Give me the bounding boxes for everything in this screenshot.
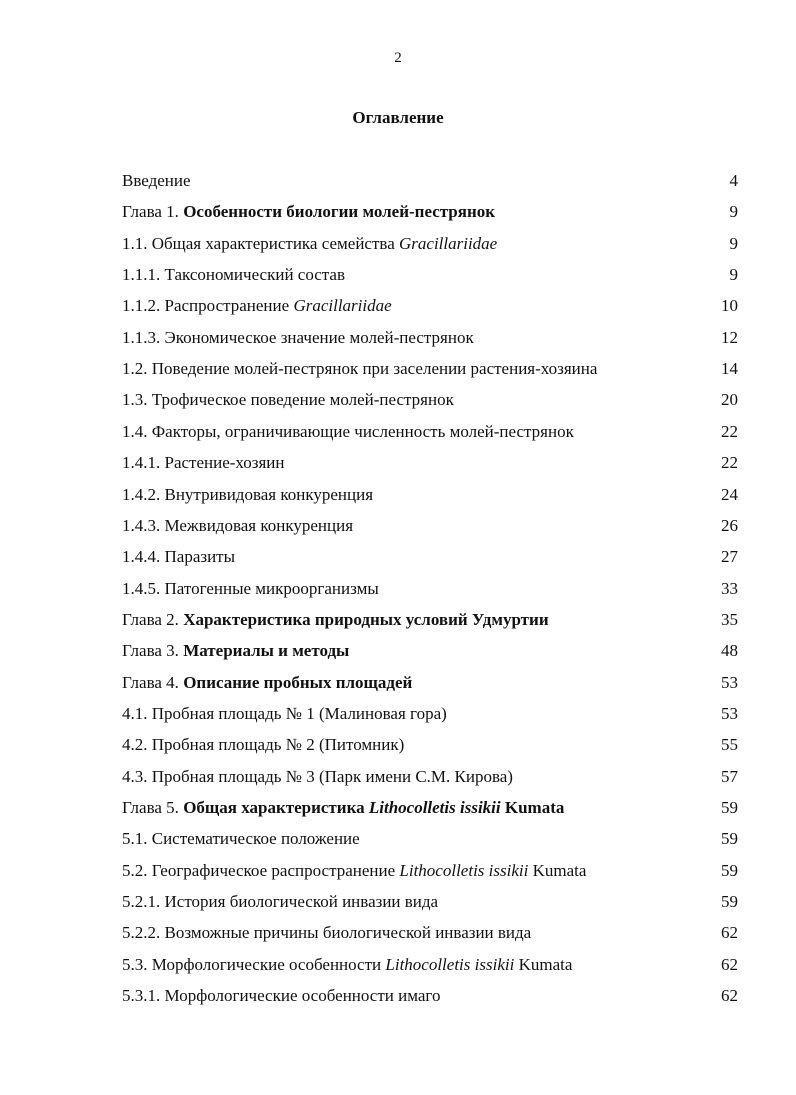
toc-entry <box>0 262 796 288</box>
toc-entry-page: 4 <box>729 171 738 190</box>
toc-entry-page: 62 <box>721 954 738 974</box>
toc-entry-page: 59 <box>721 860 738 880</box>
toc-entry-title <box>122 387 454 413</box>
toc-entry-title <box>122 199 495 225</box>
toc-entry-title-part: 4.1. Пробная площадь № 1 (Малиновая гора) <box>122 703 447 723</box>
toc-entry-title-part: 1.1.2. Распространение <box>122 296 294 316</box>
toc-entry <box>0 513 796 539</box>
toc-entry <box>0 419 796 445</box>
toc-entry <box>0 701 796 727</box>
toc-entry-title-part: Общая характеристика <box>183 798 369 817</box>
toc-entry-page: 53 <box>721 672 738 692</box>
toc-entry-title <box>122 168 191 194</box>
toc-entry <box>0 920 796 946</box>
toc-entry <box>0 638 796 664</box>
toc-entry-title-part: 1.3. Трофическое поведение молей-пестрянок <box>122 390 454 410</box>
toc-entry-title <box>122 450 285 476</box>
toc-entry-title-part: Особенности биологии молей-пестрянок <box>183 202 496 222</box>
toc-entry-page: 33 <box>721 578 738 598</box>
toc-entry-page: 27 <box>721 547 738 567</box>
toc-entry-page: 59 <box>721 798 738 817</box>
toc-entry-title-part: 5.2.2. Возможные причины биологической инвазии вида <box>122 923 532 943</box>
toc-entry-page: 59 <box>721 829 738 849</box>
toc-entry <box>0 607 796 633</box>
toc-entry-page: 9 <box>729 233 738 253</box>
toc-entry-title-part: Глава 2. <box>122 609 184 629</box>
toc-entry-title-part: 1.1.3. Экономическое значение молей-пестрянок <box>122 327 474 347</box>
toc-entry-page: 35 <box>721 609 738 629</box>
toc-entry-title-part: Lithocolletis issikii <box>399 860 529 880</box>
toc-entry-page: 10 <box>721 296 738 316</box>
toc-entry <box>0 482 796 508</box>
toc-entry <box>0 356 796 382</box>
toc-entry-page: 22 <box>721 453 738 473</box>
toc-entry <box>0 576 796 602</box>
toc-entry-title-part: Введение <box>122 171 191 190</box>
toc-entry-page: 55 <box>721 735 738 755</box>
toc-entry-title <box>122 701 447 727</box>
toc-entry-title-part: 1.4. Факторы, ограничивающие численность молей-пестрянок <box>122 421 574 441</box>
toc-entry <box>0 450 796 476</box>
toc-entry <box>0 544 796 570</box>
toc-entry-title <box>122 826 360 852</box>
toc-entry-title <box>122 513 353 539</box>
toc-entry-title <box>122 325 474 351</box>
toc-entry-title-part: 1.1. Общая характеристика семейства <box>122 233 399 253</box>
toc-entry <box>0 293 796 319</box>
toc-entry-title-part: 5.1. Систематическое положение <box>122 829 360 849</box>
toc-entry-title <box>122 262 345 288</box>
toc-entry-title <box>122 983 440 1009</box>
toc-entry-title-part: 4.3. Пробная площадь № 3 (Парк имени С.М. Кирова) <box>122 766 513 786</box>
toc-entry-title-part: Kumata <box>528 860 587 880</box>
toc-entry-title-part: Характеристика природных условий Удмуртии <box>183 609 549 629</box>
toc-entry-title <box>122 795 564 821</box>
toc-entry-title <box>122 544 235 570</box>
toc-entry <box>0 168 796 194</box>
toc-entry-page: 12 <box>721 327 738 347</box>
toc-entry-page: 62 <box>721 923 738 943</box>
toc-entry-page: 26 <box>721 515 738 535</box>
toc-entry <box>0 199 796 225</box>
toc-entry-title <box>122 482 373 508</box>
toc-entry <box>0 795 796 821</box>
toc-entry-page: 62 <box>721 986 738 1006</box>
toc-entry-page: 59 <box>721 892 738 912</box>
toc-entry <box>0 670 796 696</box>
toc-entry-title-part: 1.4.3. Межвидовая конкуренция <box>122 515 354 535</box>
toc-entry <box>0 952 796 978</box>
toc-entry <box>0 325 796 351</box>
toc-entry <box>0 858 796 884</box>
toc-entry-title-part: 1.4.5. Патогенные микроорганизмы <box>122 578 379 598</box>
toc-entry-title-part: 1.2. Поведение молей-пестрянок при заселении растения-хозяина <box>122 359 598 379</box>
toc-entry <box>0 983 796 1009</box>
toc-entry-page: 57 <box>721 766 738 786</box>
toc-entry-page: 53 <box>721 703 738 723</box>
toc-entry <box>0 764 796 790</box>
toc-entry-title <box>122 764 513 790</box>
toc-entry-page: 22 <box>721 421 738 441</box>
toc-entry-title-part: Gracillariidae <box>293 296 392 316</box>
toc-entry-title-part: Lithocolletis issikii <box>385 954 515 974</box>
toc-entry <box>0 826 796 852</box>
toc-entry-title <box>122 858 586 884</box>
toc-entry-title-part: 5.2.1. История биологической инвазии вида <box>122 892 439 912</box>
toc-entry-page: 9 <box>729 265 738 285</box>
toc-entry-title-part: 1.4.4. Паразиты <box>122 547 236 567</box>
toc-entry <box>0 889 796 915</box>
toc-entry <box>0 231 796 257</box>
toc-entry-title <box>122 607 549 633</box>
toc-entry-title <box>122 670 412 696</box>
toc-entry-title-part: Lithocolletis issikii <box>368 798 501 817</box>
toc-entry-title-part: 4.2. Пробная площадь № 2 (Питомник) <box>122 735 405 755</box>
toc-entry-title-part: 5.3.1. Морфологические особенности имаго <box>122 986 441 1006</box>
toc-title: Оглавление <box>352 108 444 127</box>
toc-entry-title <box>122 920 531 946</box>
toc-entry-page: 24 <box>721 484 738 504</box>
toc-entry-title <box>122 231 497 257</box>
toc-entry-title-part: Kumata <box>500 798 565 817</box>
page-number: 2 <box>394 50 402 66</box>
toc-entry-title <box>122 576 379 602</box>
toc-entry-title-part: 1.4.1. Растение-хозяин <box>122 453 285 473</box>
toc-entry-title <box>122 356 597 382</box>
toc-entry-title <box>122 638 349 664</box>
toc-entry-title-part: Глава 5. <box>122 798 184 817</box>
toc-entry-page: 20 <box>721 390 738 410</box>
toc-entry-title <box>122 293 392 319</box>
toc-entry-title-part: Глава 4. <box>122 672 184 692</box>
toc-entry <box>0 387 796 413</box>
toc-entry-title-part: Материалы и методы <box>183 641 350 661</box>
toc-entry-title <box>122 952 572 978</box>
toc-entry-page: 9 <box>729 202 738 222</box>
toc-entry-title-part: 1.4.2. Внутривидовая конкуренция <box>122 484 374 504</box>
toc-entry-title-part: 1.1.1. Таксономический состав <box>122 265 346 285</box>
toc-entry-title-part: Kumata <box>514 954 573 974</box>
toc-entry-title <box>122 419 574 445</box>
toc-entry-title-part: 5.2. Географическое распространение <box>122 860 400 880</box>
toc-entry <box>0 732 796 758</box>
toc-entry-title-part: Глава 1. <box>122 202 184 222</box>
toc-entry-page: 14 <box>721 359 738 379</box>
toc-entry-title-part: 5.3. Морфологические особенности <box>122 954 386 974</box>
toc-entry-title <box>122 889 438 915</box>
toc-entry-title-part: Описание пробных площадей <box>183 672 413 692</box>
toc-entry-page: 48 <box>721 641 738 661</box>
toc-entry-title-part: Глава 3. <box>122 641 184 661</box>
toc-entry-title-part: Gracillariidae <box>399 233 498 253</box>
toc-entry-title <box>122 732 404 758</box>
